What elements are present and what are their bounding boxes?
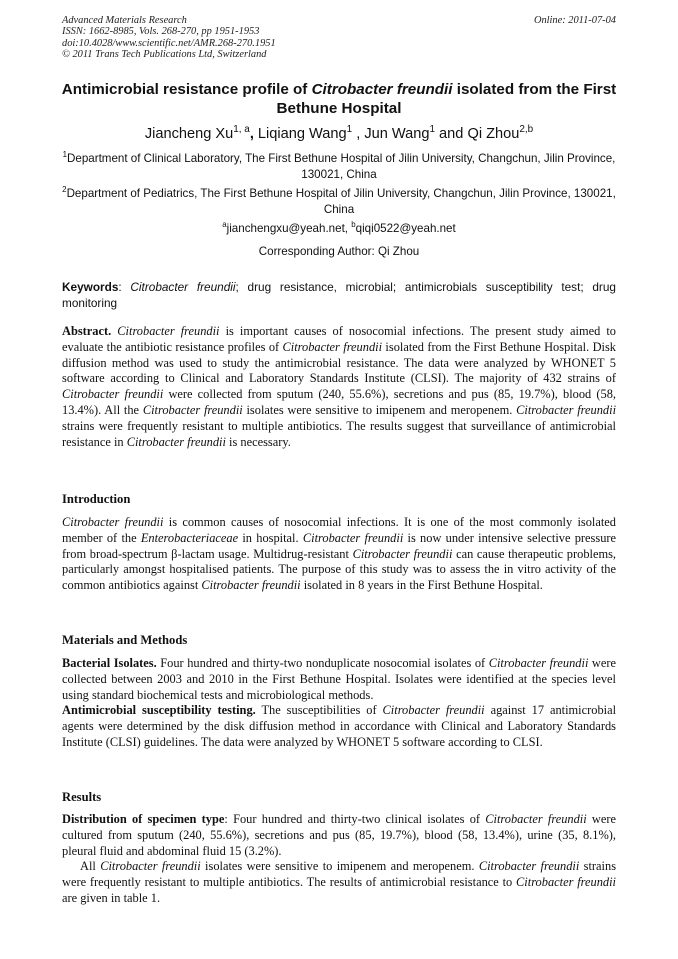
author-name: Jun Wang	[364, 126, 430, 142]
resistance-summary-text: All Citrobacter freundii isolates were sensitive to imipenem and meropenem. Citrobacter freundii strains were frequently resistant to multiple antibiotics. The results of antimicrobial resistance to Citrobacter freundii are given in table 1.	[62, 859, 617, 905]
introduction-heading: Introduction	[62, 492, 131, 506]
specimen-distribution-text: Distribution of specimen type: Four hundred and thirty-two clinical isolates of Citrobacter freundii were cultured from sputum (240, 55.6%), secretions and pus (85, 19.7%), blood (58, 13.4%), urine (35, 8.1%), pleural fluid and abdominal fluid 15 (3.2%).	[62, 812, 616, 858]
email-b: qiqi0522@yeah.net	[355, 222, 456, 235]
journal-header	[62, 15, 276, 61]
issn-line: ISSN: 1662-8985, Vols. 268-270, pp 1951-1953	[62, 26, 260, 38]
paper-title: Antimicrobial resistance profile of Citrobacter freundii isolated from the First Bethune Hospital	[61, 81, 617, 117]
results-heading: Results	[62, 790, 102, 804]
keywords: Keywords: Citrobacter freundii; drug resistance, microbial; antimicrobials susceptibility test; drug monitoring	[62, 280, 616, 310]
susceptibility-testing-text: Antimicrobial susceptibility testing. The susceptibilities of Citrobacter freundii against 17 antimicrobial agents were determined by the disk diffusion method in accordance with Clinical and Laboratory Standards Institute (CLSI) guidelines. The data were analyzed by WHONET 5 software according to CLSI.	[62, 703, 617, 749]
email-a: jianchengxu@yeah.net	[226, 222, 345, 235]
copyright-line: © 2011 Trans Tech Publications Ltd, Switzerland	[62, 49, 267, 61]
author-list: Jiancheng Xu$^{1, a}$, Liqiang Wang$^1$ , Jun Wang$^1$ and Qi Zhou$^{2,b}$	[144, 124, 534, 142]
author-name: Jiancheng Xu	[144, 126, 234, 142]
affiliation-1: $^1$Department of Clinical Laboratory, The First Bethune Hospital of Jilin University, Changchun, Jilin Province, 130021, China	[62, 150, 616, 181]
doi-line: doi:10.4028/www.scientific.net/AMR.268-270.1951	[62, 37, 276, 49]
corresponding-author: Corresponding Author: Qi Zhou	[258, 245, 420, 258]
affiliation-2: $^2$Department of Pediatrics, The First Bethune Hospital of Jilin University, Changchun, Jilin Province, 130021, China	[62, 185, 616, 216]
abstract: Abstract. Citrobacter freundii is important causes of nosocomial infections. The present study aimed to evaluate the antibiotic resistance profiles of Citrobacter freundii isolated from the First Bethune Hospital. Disk diffusion method was used to study the antimicrobial resistance. The data were analyzed by WHONET 5 software according to Clinical and Laboratory Standards Institute (CLSI). The majority of 432 strains of Citrobacter freundii were collected from sputum (240, 55.6%), secretions and pus (85, 19.7%), blood (58, 13.4%). All the Citrobacter freundii isolates were sensitive to imipenem and meropenem. Citrobacter freundii strains were frequently resistant to multiple antibiotics. The results suggest that surveillance of antimicrobial resistance in Citrobacter freundii is necessary.	[62, 324, 617, 449]
online-date: Online: 2011-07-04	[533, 15, 616, 26]
author-name: Qi Zhou	[467, 126, 520, 142]
introduction-text: Citrobacter freundii is common causes of nosocomial infections. It is one of the most commonly isolated member of the Enterobacteriaceae in hospital. Citrobacter freundii is now under intensive selective pressure from broad-spectrum β-lactam usage. Multidrug-resistant Citrobacter freundii can cause therapeutic problems, particularly amongst hospitalised patients. The purpose of this study was to assess the in vitro activity of the common antibiotics against Citrobacter freundii isolated in 8 years in the First Bethune Hospital.	[62, 515, 617, 593]
bacterial-isolates-text: Bacterial Isolates. Four hundred and thirty-two nonduplicate nosocomial isolates of Citrobacter freundii were collected between 2003 and 2010 in the First Bethune Hospital. Isolates were identified at the species level using standard biochemical tests and microbiological methods.	[62, 656, 617, 702]
author-emails: $^a$jianchengxu@yeah.net, $^b$qiqi0522@yeah.net	[222, 220, 456, 235]
author-name: Liqiang Wang	[257, 126, 347, 142]
methods-heading: Materials and Methods	[62, 633, 188, 647]
journal-name: Advanced Materials Research	[62, 15, 187, 26]
